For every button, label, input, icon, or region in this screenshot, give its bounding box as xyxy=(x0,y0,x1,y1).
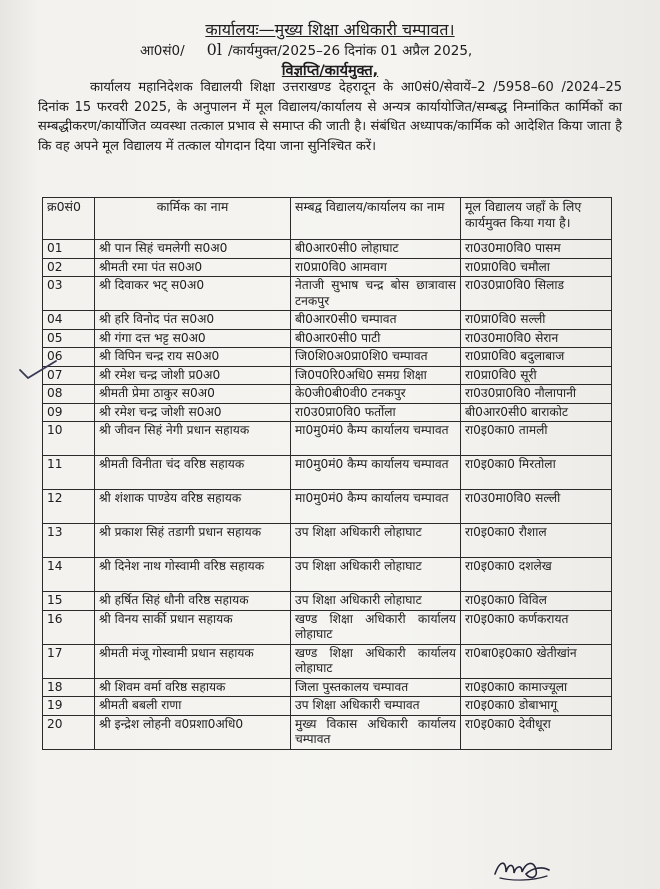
cell-sn: 18 xyxy=(43,678,95,697)
table-row xyxy=(43,422,612,456)
table-row xyxy=(43,592,612,611)
cell-sn: 11 xyxy=(43,456,95,490)
cell-attached: जि0प0रि0अधि0 समग्र शिक्षा xyxy=(291,366,461,385)
cell-original: रा0इ0का0 डोबाभागू xyxy=(461,697,612,716)
table-row xyxy=(43,490,612,524)
header-name: कार्मिक का नाम xyxy=(95,198,291,240)
cell-sn: 19 xyxy=(43,697,95,716)
cell-name: श्रीमती प्रेमा ठाकुर स0अ0 xyxy=(95,385,291,404)
cell-name: श्रीमती मंजू गोस्वामी प्रधान सहायक xyxy=(95,644,291,678)
cell-original: रा0इ0का0 विविल xyxy=(461,592,612,611)
cell-sn: 17 xyxy=(43,644,95,678)
cell-sn: 04 xyxy=(43,311,95,330)
cell-original: रा0प्रा0वि0 सल्ली xyxy=(461,311,612,330)
cell-sn: 12 xyxy=(43,490,95,524)
table-row xyxy=(43,311,612,330)
cell-original: रा0इ0का0 मिरतोला xyxy=(461,456,612,490)
cell-name: श्री इन्द्रेश लोहनी व0प्रशा0अधि0 xyxy=(95,715,291,749)
table-row xyxy=(43,697,612,716)
cell-name: श्री रमेश चन्द्र जोशी स0अ0 xyxy=(95,403,291,422)
cell-original: रा0इ0का0 कामाज्यूला xyxy=(461,678,612,697)
table-row xyxy=(43,524,612,558)
cell-attached: उप शिक्षा अधिकारी लोहाघाट xyxy=(291,558,461,592)
cell-sn: 07 xyxy=(43,366,95,385)
cell-original: रा0उ0मा0वि0 सल्ली xyxy=(461,490,612,524)
cell-name: श्री विपिन चन्द्र राय स0अ0 xyxy=(95,348,291,367)
cell-sn: 09 xyxy=(43,403,95,422)
header-original: मूल विद्यालय जहॉं के लिए कार्यमुक्त किया गया है। xyxy=(461,198,612,240)
cell-attached: के0जी0बी0वी0 टनकपुर xyxy=(291,385,461,404)
cell-original: रा0उ0प्रा0वि0 नौलापानी xyxy=(461,385,612,404)
staff-table xyxy=(42,197,612,750)
table-row xyxy=(43,329,612,348)
table-row xyxy=(43,715,612,749)
cell-original: रा0इ0का0 दशलेख xyxy=(461,558,612,592)
cell-attached: रा0उ0प्रा0वि0 फर्तोला xyxy=(291,403,461,422)
cell-name: श्री हर्षित सिहं धौनी वरिष्ठ सहायक xyxy=(95,592,291,611)
cell-sn: 05 xyxy=(43,329,95,348)
cell-attached: बी0आर0सी0 लोहाघाट xyxy=(291,240,461,259)
cell-original: रा0इ0का0 कर्णकरायत xyxy=(461,610,612,644)
tick-mark-icon xyxy=(18,358,58,382)
cell-original: बी0आर0सी0 बाराकोट xyxy=(461,403,612,422)
cell-attached: नेताजी सुभाष चन्द्र बोस छात्रावास टनकपुर xyxy=(291,277,461,311)
cell-name: श्रीमती रमा पंत स0अ0 xyxy=(95,258,291,277)
notice-title: विज्ञप्ति/कार्यमुक्त, xyxy=(281,63,379,79)
table-row xyxy=(43,366,612,385)
cell-original: रा0उ0मा0वि0 पासम xyxy=(461,240,612,259)
table-row xyxy=(43,558,612,592)
cell-name: श्री गंगा दत्त भट्ट स0अ0 xyxy=(95,329,291,348)
header-sn: क्र0सं0 xyxy=(43,198,95,240)
cell-attached: बी0आर0सी0 पाटी xyxy=(291,329,461,348)
cell-name: श्री हरि विनोद पंत स0अ0 xyxy=(95,311,291,330)
table-row xyxy=(43,678,612,697)
cell-attached: उप शिक्षा अधिकारी लोहाघाट xyxy=(291,524,461,558)
cell-original: रा0इ0का0 देवीधूरा xyxy=(461,715,612,749)
table-row xyxy=(43,258,612,277)
cell-original: रा0इ0का0 तामली xyxy=(461,422,612,456)
cell-name: श्रीमती बबली राणा xyxy=(95,697,291,716)
cell-sn: 13 xyxy=(43,524,95,558)
table-body xyxy=(43,240,612,750)
cell-attached: मुख्य विकास अधिकारी कार्यालय चम्पावत xyxy=(291,715,461,749)
cell-name: श्री जीवन सिहं नेगी प्रधान सहायक xyxy=(95,422,291,456)
cell-name: श्री विनय सार्की प्रधान सहायक xyxy=(95,610,291,644)
table-row xyxy=(43,277,612,311)
cell-original: रा0बा0इ0का0 खेतीखांन xyxy=(461,644,612,678)
cell-original: रा0प्रा0वि0 सूरी xyxy=(461,366,612,385)
cell-name: श्री शिवम वर्मा वरिष्ठ सहायक xyxy=(95,678,291,697)
cell-attached: जि0शि0अ0प्रा0शि0 चम्पावत xyxy=(291,348,461,367)
cell-name: श्रीमती विनीता चंद वरिष्ठ सहायक xyxy=(95,456,291,490)
cell-attached: रा0प्रा0वि0 आमवाग xyxy=(291,258,461,277)
table-header-row xyxy=(43,198,612,240)
cell-sn: 16 xyxy=(43,610,95,644)
cell-sn: 10 xyxy=(43,422,95,456)
cell-attached: बी0आर0सी0 चम्पावत xyxy=(291,311,461,330)
cell-attached: जिला पुस्तकालय चम्पावत xyxy=(291,678,461,697)
cell-name: श्री दिनेश नाथ गोस्वामी वरिष्ठ सहायक xyxy=(95,558,291,592)
cell-name: श्री रमेश चन्द्र जोशी प्र0अ0 xyxy=(95,366,291,385)
cell-sn: 15 xyxy=(43,592,95,611)
cell-attached: उप शिक्षा अधिकारी लोहाघाट xyxy=(291,592,461,611)
table-row xyxy=(43,240,612,259)
cell-original: रा0प्रा0वि0 चमौला xyxy=(461,258,612,277)
cell-attached: उप शिक्षा अधिकारी चम्पावत xyxy=(291,697,461,716)
cell-attached: मा0मु0मं0 कैम्प कार्यालय चम्पावत xyxy=(291,422,461,456)
cell-name: श्री पान सिहं चमलेगी स0अ0 xyxy=(95,240,291,259)
office-title: कार्यालयः—मुख्य शिक्षा अधिकारी चम्पावत। xyxy=(205,20,455,39)
cell-name: श्री प्रकाश सिहं तडागी प्रधान सहायक xyxy=(95,524,291,558)
cell-sn: 08 xyxy=(43,385,95,404)
cell-attached: मा0मु0मं0 कैम्प कार्यालय चम्पावत xyxy=(291,456,461,490)
cell-attached: खण्ड शिक्षा अधिकारी कार्यालय लोहाघाट xyxy=(291,610,461,644)
cell-sn: 20 xyxy=(43,715,95,749)
cell-sn: 06 xyxy=(43,348,95,367)
cell-name: श्री शंशाक पाण्डेय वरिष्ठ सहायक xyxy=(95,490,291,524)
cell-sn: 02 xyxy=(43,258,95,277)
order-paragraph: कार्यालय महानिदेशक विद्यालयी शिक्षा उत्तराखण्ड देहरादून के आ0सं0/सेवायें–2 /5958–60 /2024–25 दिनांक 15 फरवरी 2025, के अनुपालन में मूल विद्यालय/कार्यालय से अन्यत्र कार्यायोजित/सम्बद्ध निम्नांकित कार्मिकों का सम्बद्धीकरण/कार्योजित व्यवस्था तत्काल प्रभाव से समाप्त की जाती है। संबंधित अध्यापक/कार्मिक को आदेशित किया जाता है कि वह अपने मूल विद्यालय में तत्काल योगदान दिया जाना सुनिश्चित करें। xyxy=(38,80,622,154)
cell-original: रा0प्रा0वि0 बदुलाबाज xyxy=(461,348,612,367)
table-row xyxy=(43,456,612,490)
cell-original: रा0उ0प्रा0वि0 सिलाड xyxy=(461,277,612,311)
header-attached: सम्बद्व विद्यालय/कार्यालय का नाम xyxy=(291,198,461,240)
reference-line xyxy=(140,40,472,59)
table-row xyxy=(43,348,612,367)
table-row xyxy=(43,610,612,644)
signature-icon xyxy=(492,856,552,884)
cell-name: श्री दिवाकर भट् स0अ0 xyxy=(95,277,291,311)
ref-number-handwritten: 0l xyxy=(206,40,222,59)
cell-attached: मा0मु0मं0 कैम्प कार्यालय चम्पावत xyxy=(291,490,461,524)
ref-prefix: आ0सं0/ xyxy=(140,43,185,59)
table-row xyxy=(43,385,612,404)
table-row xyxy=(43,644,612,678)
cell-attached: खण्ड शिक्षा अधिकारी कार्यालय लोहाघाट xyxy=(291,644,461,678)
ref-suffix: /कार्यमुक्त/2025–26 दिनांक 01 अप्रैल 2025, xyxy=(227,43,473,59)
cell-sn: 03 xyxy=(43,277,95,311)
cell-original: रा0इ0का0 रौशाल xyxy=(461,524,612,558)
cell-original: रा0उ0मा0वि0 सेरान xyxy=(461,329,612,348)
cell-sn: 01 xyxy=(43,240,95,259)
cell-sn: 14 xyxy=(43,558,95,592)
table-row xyxy=(43,403,612,422)
